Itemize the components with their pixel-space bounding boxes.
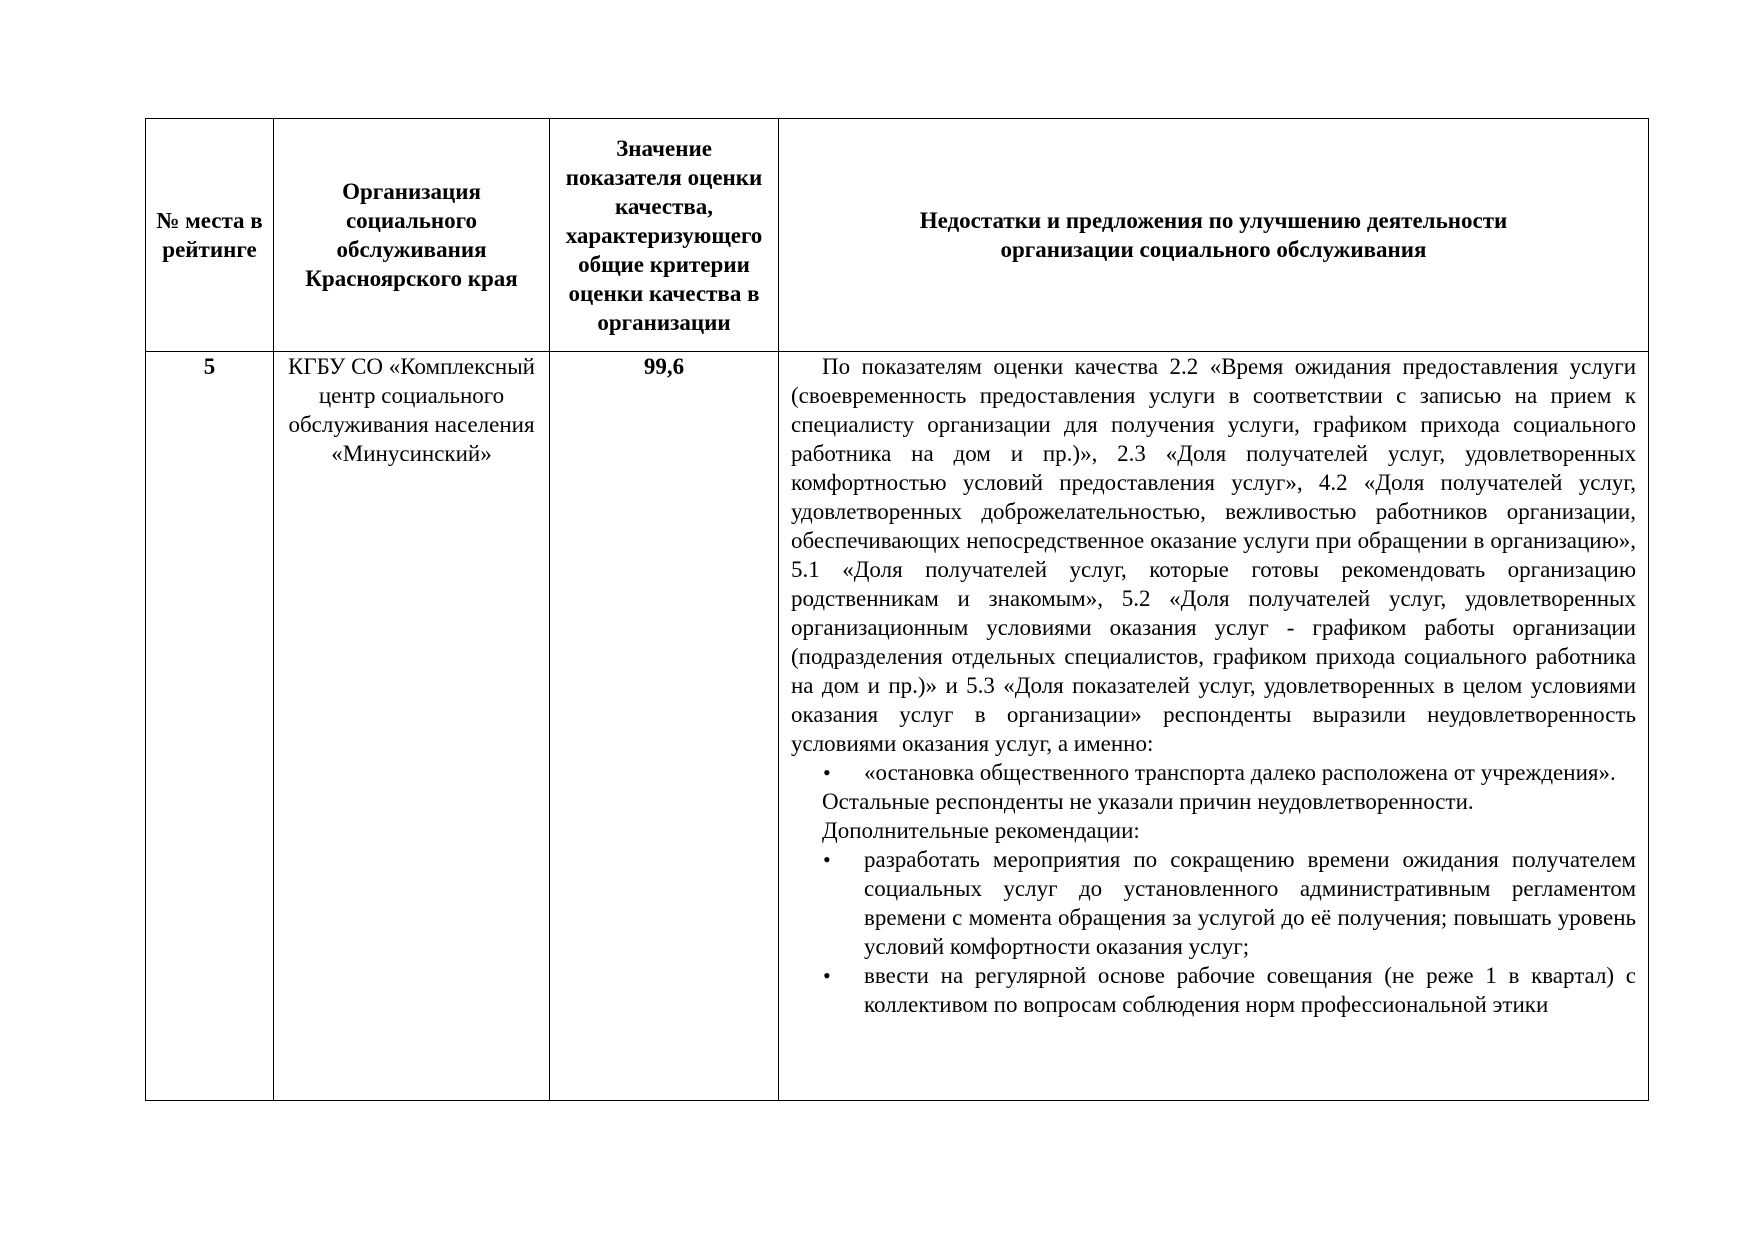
header-value: Значение показателя оценки качества, характеризующего общие критерии оценки качества в организации	[550, 119, 779, 352]
row-place: 5	[146, 352, 274, 1101]
header-place: № места в рейтинге	[146, 119, 274, 352]
table-header-row	[146, 119, 1649, 352]
row-value: 99,6	[550, 352, 779, 1101]
list-item: • разработать мероприятия по сокращению времени ожидания получателем социальных услуг до установленного административным регламентом времени с момента обращения за услугой до её получения; повышать уровень условий комфортности оказания услуг;	[864, 845, 1636, 961]
header-notes: Недостатки и предложения по улучшению деятельности организации социального обслуживания	[779, 119, 1649, 352]
list-item: • ввести на регулярной основе рабочие совещания (не реже 1 в квартал) с коллективом по вопросам соблюдения норм профессиональной этики	[864, 961, 1636, 1019]
row-organization: КГБУ СО «Комплексный центр социального обслуживания населения «Минусинский»	[274, 352, 550, 1101]
list-item: • «остановка общественного транспорта далеко расположена от учреждения».	[864, 758, 1636, 787]
recommendations-list	[791, 845, 1636, 1019]
notes-others: Остальные респонденты не указали причин неудовлетворенности.	[822, 789, 1474, 814]
row-notes	[779, 352, 1649, 1101]
notes-intro: По показателям оценки качества 2.2 «Время ожидания предоставления услуги (своевременность предоставления услуги в соответствии с записью на прием к специалисту организации для получения услуги, графиком прихода социального работника на дом и пр.)», 2.3 «Доля получателей услуг, удовлетворенных комфортностью условий предоставления услуг», 4.2 «Доля получателей услуг, удовлетворенных доброжелательностью, вежливостью работников организации, обеспечивающих непосредственное оказание услуги при обращении в организацию», 5.1 «Доля получателей услуг, которые готовы рекомендовать организацию родственникам и знакомым», 5.2 «Доля получателей услуг, удовлетворенных организационным условиями оказания услуг - графиком работы организации (подразделения отдельных специалистов, графиком прихода социального работника на дом и пр.)» и 5.3 «Доля показателей услуг, удовлетворенных в целом условиями оказания услуг в организации» респонденты выразили неудовлетворенность условиями оказания услуг, а именно:	[791, 354, 1636, 756]
header-organization: Организация социального обслуживания Красноярского края	[274, 119, 550, 352]
recommendations-label: Дополнительные рекомендации:	[822, 818, 1140, 843]
reasons-list	[791, 758, 1636, 787]
table-row	[146, 352, 1649, 1101]
rating-table	[145, 118, 1649, 1101]
